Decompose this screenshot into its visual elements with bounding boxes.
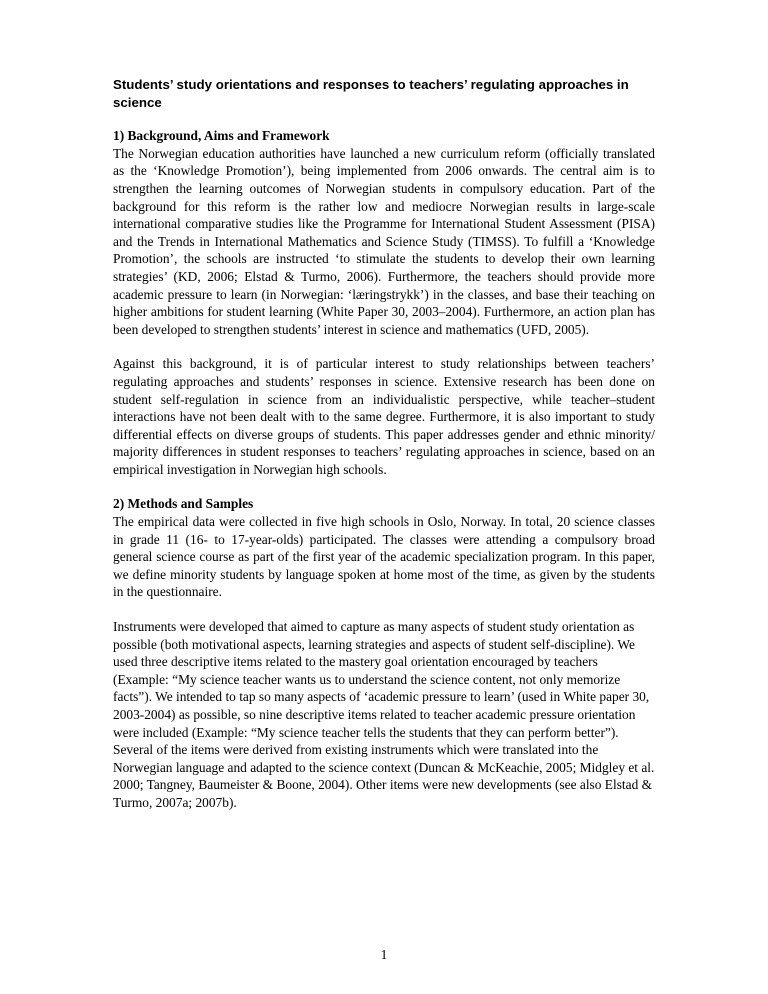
page-number: 1 [380, 947, 388, 962]
paragraph-background-1: The Norwegian education authorities have launched a new curriculum reform (officially translated as the ‘Knowledge Promotion’), being implemented from 2006 onwards. The central aim is to strengthen the learning outcomes of Norwegian students in compulsory education. Part of the background for this reform is the rather low and mediocre Norwegian results in large-scale international comparative studies like the Programme for International Student Assessment (PISA) and the Trends in International Mathematics and Science Study (TIMSS). To fulfill a ‘Knowledge Promotion’, the schools are instructed ‘to stimulate the students to develop their own learning strategies’ (KD, 2006; Elstad & Turmo, 2006). Furthermore, the teachers should provide more academic pressure to learn (in Norwegian: ‘læringstrykk’) in the classes, and base their teaching on higher ambitions for student learning (White Paper 30, 2003–2004). Furthermore, an action plan has been developed to strengthen students’ interest in science and mathematics (UFD, 2005). [113, 145, 655, 337]
paper-title: Students’ study orientations and responses to teachers’ regulating approaches in science [113, 77, 629, 110]
paragraph-methods-1: The empirical data were collected in five high schools in Oslo, Norway. In total, 20 science classes in grade 11 (16- to 17-year-olds) participated. The classes were attending a compulsory broad general science course as part of the first year of the academic specialization program. In this paper, we define minority students by language spoken at home most of the time, as given by the students in the questionnaire. [113, 514, 655, 600]
section-heading-background: 1) Background, Aims and Framework [113, 128, 330, 144]
section-heading-methods: 2) Methods and Samples [113, 496, 254, 512]
paragraph-background-2: Against this background, it is of particular interest to study relationships between teachers’ regulating approaches and students’ responses in science. Extensive research has been done on student self-regulation in science from an individualistic perspective, while teacher–student interactions have not been dealt with to the same degree. Furthermore, it is also important to study differential effects on diverse groups of students. This paper addresses gender and ethnic minority/ majority differences in student responses to teachers’ regulating approaches in science, based on an empirical investigation in Norwegian high schools. [113, 356, 655, 477]
paragraph-methods-2: Instruments were developed that aimed to capture as many aspects of student study orientation as possible (both motivational aspects, learning strategies and aspects of student self-discipline). We used three descriptive items related to the mastery goal orientation encouraged by teachers (Example: “My science teacher wants us to understand the science content, not only memorize facts”). We intended to tap so many aspects of ‘academic pressure to learn’ (used in White paper 30, 2003-2004) as possible, so nine descriptive items related to teacher academic pressure orientation were included (Example: “My science teacher tells the students that they can perform better”). Several of the items were derived from existing instruments which were translated into the Norwegian language and adapted to the science context (Duncan & McKeachie, 2005; Midgley et al. 2000; Tangney, Baumeister & Boone, 2004). Other items were new developments (see also Elstad & Turmo, 2007a; 2007b). [113, 619, 655, 810]
